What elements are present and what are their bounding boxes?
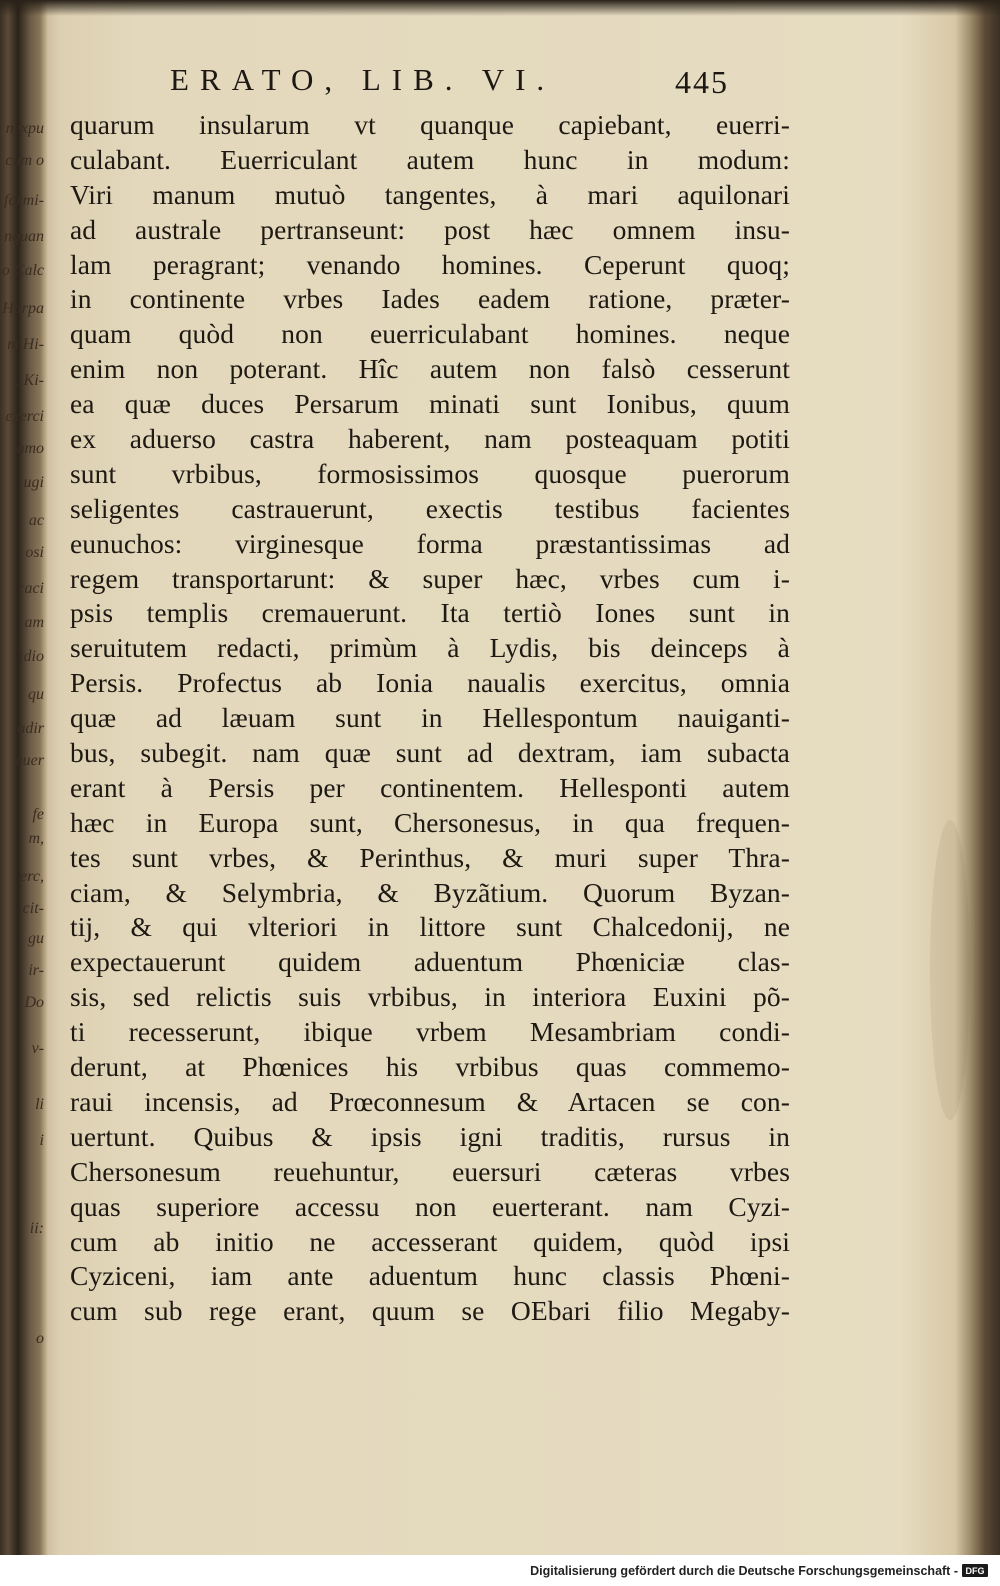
previous-page-fragment: ugi bbox=[23, 474, 44, 491]
previous-page-fragment: erc, bbox=[20, 868, 44, 885]
text-line: quarum insularum vt quanque capiebant, euerri- bbox=[70, 109, 790, 140]
text-line: derunt, at Phœnices his vrbibus quas commemo- bbox=[70, 1051, 790, 1083]
previous-page-fragment: o Calc bbox=[1, 262, 44, 279]
previous-page-fragment: Harpa bbox=[2, 300, 44, 317]
text-line: Persis. Profectus ab Ionia naualis exercitus, omnia bbox=[70, 667, 790, 699]
previous-page-fragment: am bbox=[24, 614, 44, 631]
previous-page-fragment: o bbox=[36, 1330, 44, 1347]
previous-page-fragment: nquan bbox=[4, 228, 44, 245]
previous-page-fragment: qu bbox=[28, 686, 44, 703]
paper-stain bbox=[930, 820, 970, 1120]
text-line: quæ ad læuam sunt in Hellespontum nauiganti- bbox=[70, 702, 790, 734]
text-line: quam quòd non euerriculabant homines. neque bbox=[70, 318, 790, 350]
previous-page-fragment: nexpu bbox=[5, 120, 44, 137]
text-line: psis templis cremauerunt. Ita tertiò Iones sunt in bbox=[70, 597, 790, 629]
page-header bbox=[170, 62, 790, 110]
text-line: erant à Persis per continentem. Hellesponti autem bbox=[70, 771, 790, 803]
digitization-footer bbox=[0, 1555, 1000, 1586]
text-line: ciam, & Selymbria, & Byzãtium. Quorum Byzan- bbox=[70, 876, 790, 908]
previous-page-fragment: amo bbox=[16, 440, 44, 457]
previous-page-fragment: m, bbox=[28, 830, 44, 847]
body-text bbox=[70, 108, 790, 1329]
text-line: uertunt. Quibus & ipsis igni traditis, rursus in bbox=[70, 1120, 790, 1152]
previous-page-fragment: cit- bbox=[22, 900, 44, 917]
text-line: tij, & qui vlteriori in littore sunt Chalcedonij, ne bbox=[70, 911, 790, 943]
text-line: bus, subegit. nam quæ sunt ad dextram, iam subacta bbox=[70, 737, 790, 769]
previous-page-margin bbox=[0, 20, 44, 1420]
text-line: sis, sed relictis suis vrbibus, in interiora Euxini põ- bbox=[70, 981, 790, 1013]
text-line: seligentes castrauerunt, exectis testibus facientes bbox=[70, 492, 790, 524]
previous-page-fragment: adir bbox=[17, 720, 44, 737]
previous-page-fragment: formi- bbox=[4, 192, 44, 209]
dfg-logo: DFG bbox=[962, 1564, 988, 1577]
previous-page-fragment: osi bbox=[25, 544, 44, 561]
previous-page-fragment: ac bbox=[28, 512, 44, 529]
previous-page-fragment: i bbox=[39, 1132, 44, 1149]
previous-page-fragment: ir- bbox=[28, 962, 44, 979]
previous-page-fragment: Do bbox=[24, 994, 44, 1011]
text-line: ti recesserunt, ibique vrbem Mesambriam condi- bbox=[70, 1016, 790, 1048]
text-line: eunuchos: virginesque forma præstantissimas ad bbox=[70, 527, 790, 559]
previous-page-fragment: gu bbox=[28, 930, 44, 947]
text-line: expectauerunt quidem aduentum Phœniciæ clas- bbox=[70, 946, 790, 978]
text-line: sunt vrbibus, formosissimos quosque puerorum bbox=[70, 457, 790, 489]
text-line: Viri manum mutuò tangentes, à mari aquilonari bbox=[70, 178, 790, 210]
page-number: 445 bbox=[675, 64, 729, 100]
text-line: hæc in Europa sunt, Chersonesus, in qua frequen- bbox=[70, 806, 790, 838]
text-line: in continente vrbes Iades eadem ratione, præter- bbox=[70, 283, 790, 315]
text-line: ex aduerso castra haberent, nam posteaquam potiti bbox=[70, 423, 790, 455]
text-line: lam peragrant; venando homines. Ceperunt quoq; bbox=[70, 248, 790, 280]
previous-page-fragment: fe bbox=[32, 806, 44, 823]
text-line: cum sub rege erant, quum se OEbari filio Megaby- bbox=[70, 1295, 790, 1327]
text-line: Chersonesum reuehuntur, euersuri cæteras vrbes bbox=[70, 1155, 790, 1187]
text-line: seruitutem redacti, primùm à Lydis, bis deinceps à bbox=[70, 632, 790, 664]
page-top-shadow bbox=[0, 0, 1000, 16]
footer-credit: Digitalisierung gefördert durch die Deutsche Forschungsgemeinschaft - bbox=[530, 1563, 958, 1578]
previous-page-fragment: ii: bbox=[29, 1220, 44, 1237]
previous-page-fragment: , Ki- bbox=[15, 372, 44, 389]
previous-page-fragment: exerci bbox=[5, 408, 44, 425]
text-line: tes sunt vrbes, & Perinthus, & muri super Thra- bbox=[70, 841, 790, 873]
text-line: cum ab initio ne accesserant quidem, quòd ipsi bbox=[70, 1225, 790, 1257]
previous-page-fragment: li bbox=[35, 1096, 44, 1113]
previous-page-fragment: raci bbox=[18, 580, 44, 597]
previous-page-fragment: euer bbox=[15, 752, 44, 769]
text-line: quas superiore accessu non euerterant. nam Cyzi- bbox=[70, 1190, 790, 1222]
text-line: Cyziceni, iam ante aduentum hunc classis Phœni- bbox=[70, 1260, 790, 1292]
text-line: enim non poterant. Hîc autem non falsò cesserunt bbox=[70, 353, 790, 385]
previous-page-fragment: m Hi- bbox=[7, 336, 44, 353]
text-line: ea quæ duces Persarum minati sunt Ionibus, quum bbox=[70, 388, 790, 420]
previous-page-fragment: idio bbox=[19, 648, 44, 665]
text-line: regem transportarunt: & super hæc, vrbes cum i- bbox=[70, 562, 790, 594]
text-line: culabant. Euerriculant autem hunc in modum: bbox=[70, 143, 790, 175]
text-line: ad australe pertranseunt: post hæc omnem insu- bbox=[70, 213, 790, 245]
previous-page-fragment: v- bbox=[31, 1040, 44, 1057]
running-head: ERATO, LIB. VI. bbox=[170, 62, 556, 97]
previous-page-fragment: cum o bbox=[5, 152, 44, 169]
text-line: raui incensis, ad Prœconnesum & Artacen se con- bbox=[70, 1085, 790, 1117]
